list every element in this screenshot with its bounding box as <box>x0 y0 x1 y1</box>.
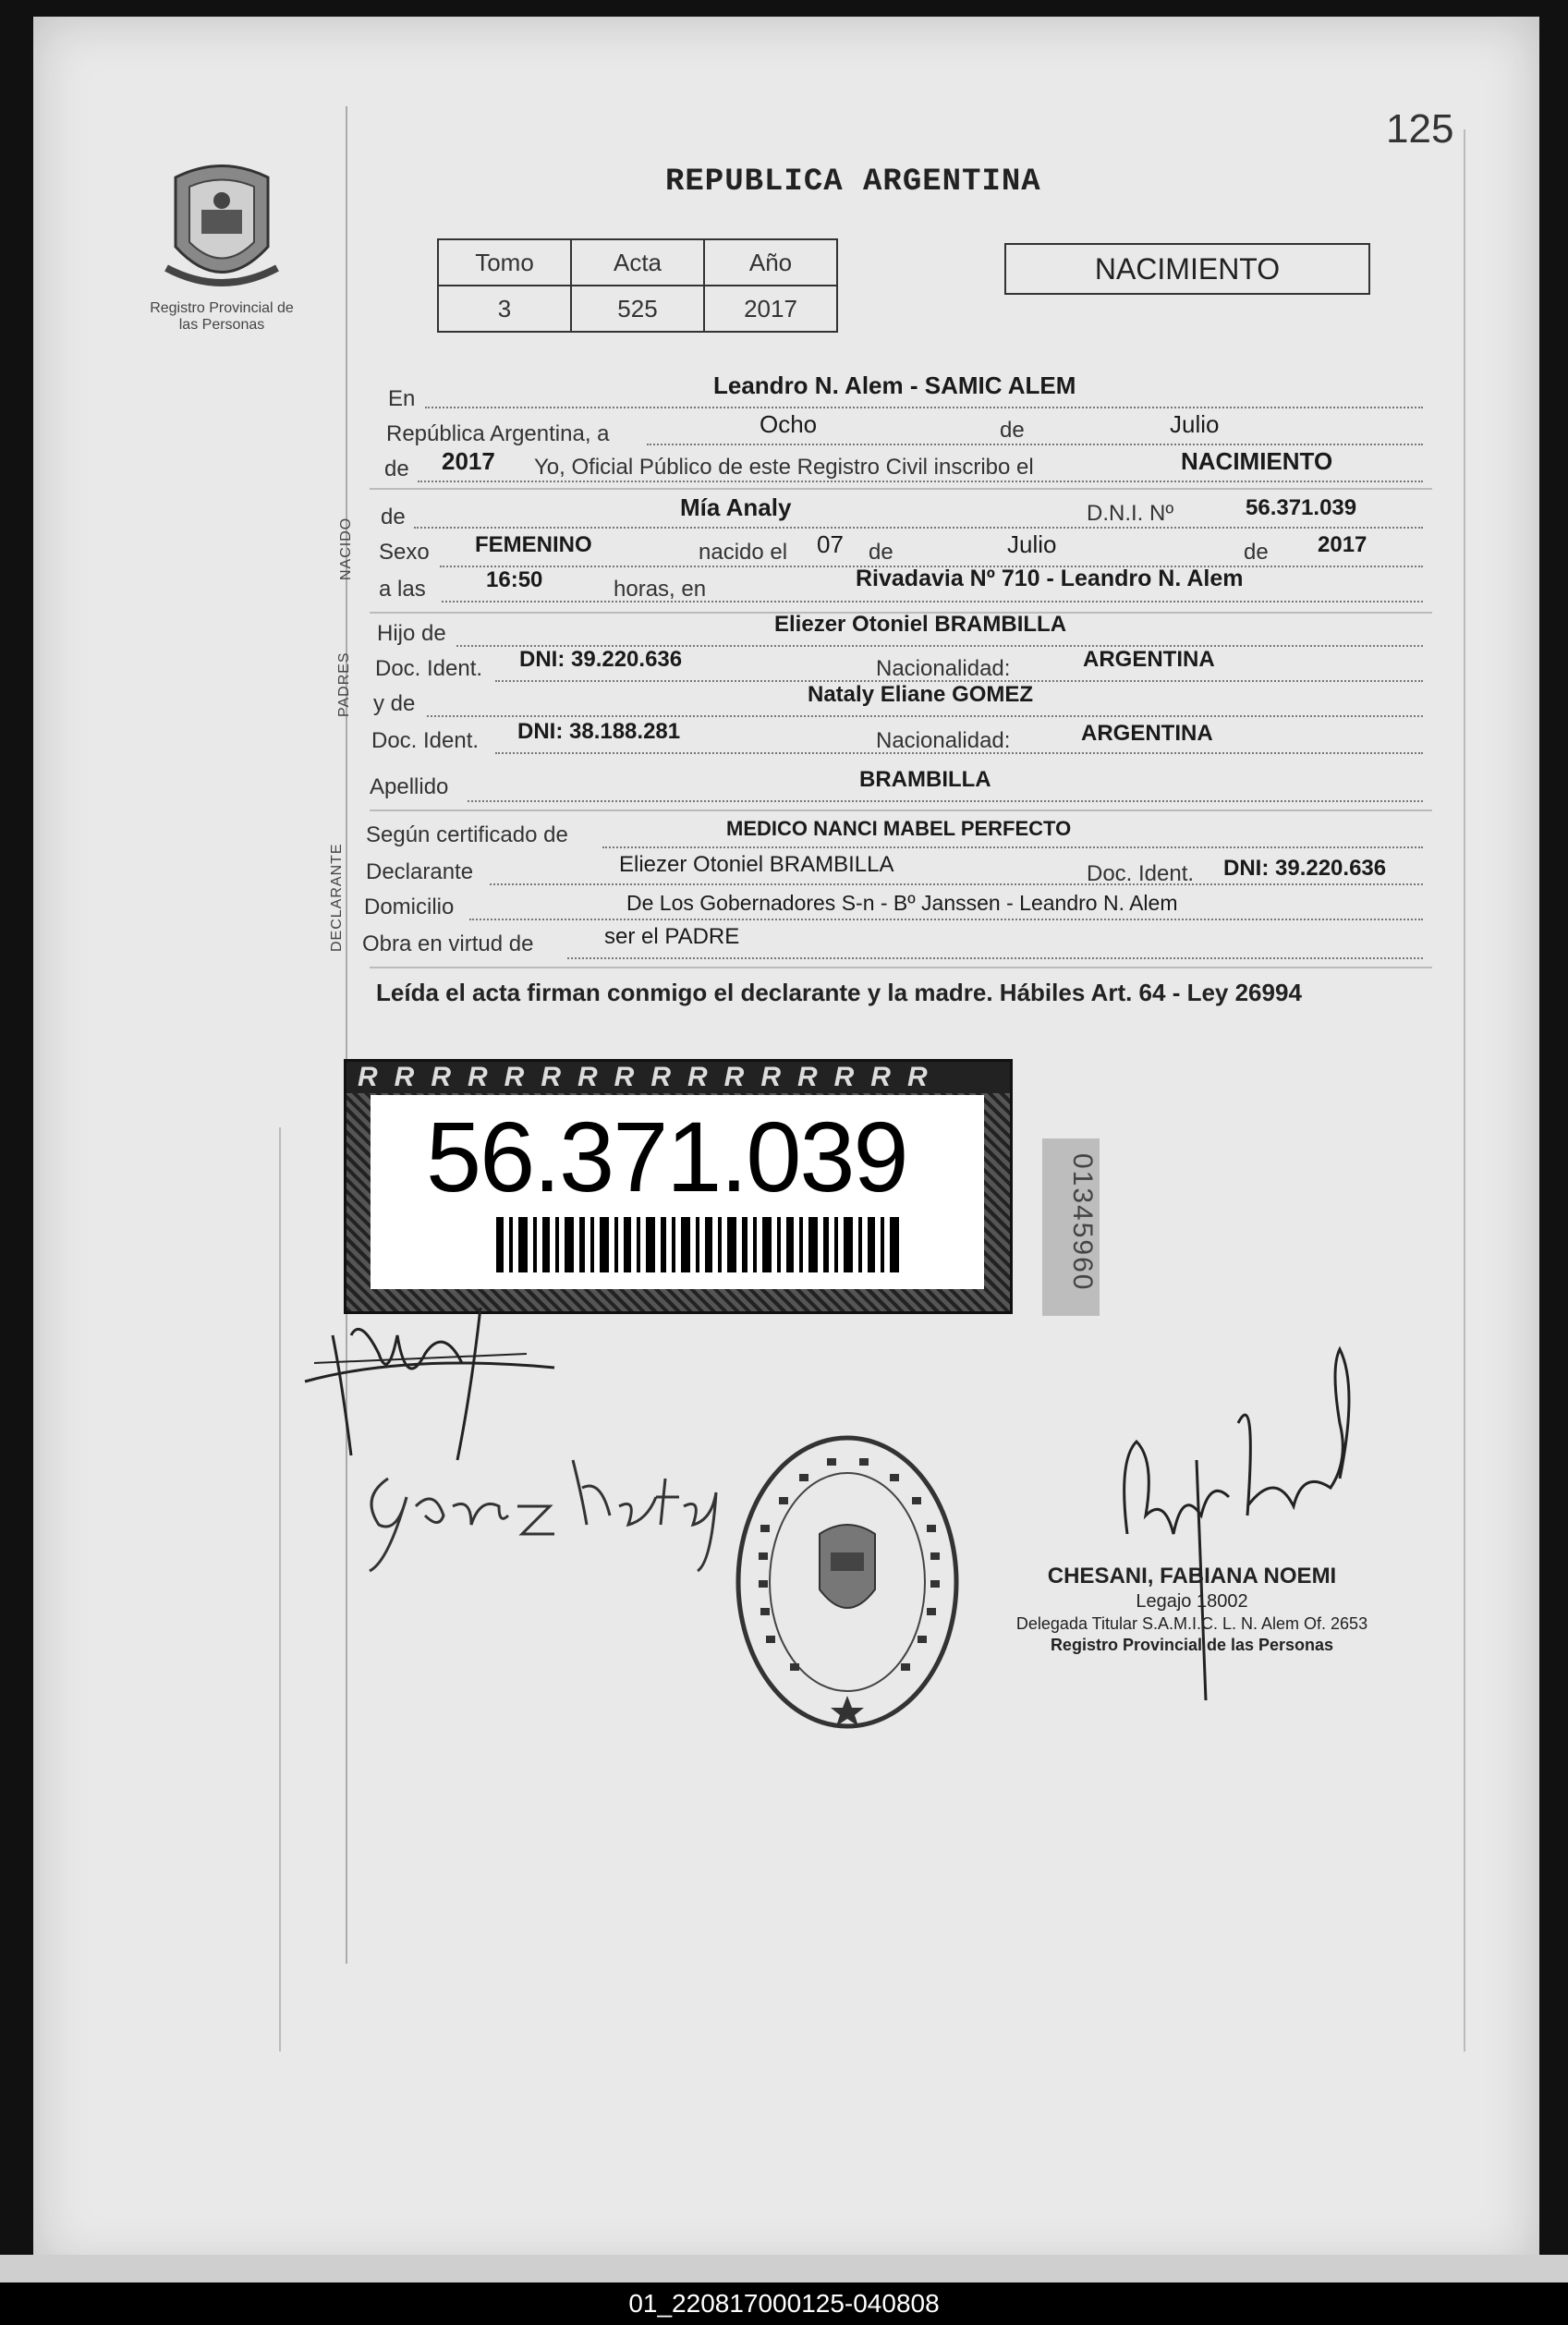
official-name: CHESANI, FABIANA NOEMI <box>1047 1564 1337 1589</box>
segun-value: MEDICO NANCI MABEL PERFECTO <box>726 817 1072 840</box>
reading-note: Leída el acta firman conmigo el declarante y la madre. Hábiles Art. 64 - Ley 26994 <box>376 979 1302 1006</box>
anio-header: Año <box>704 239 837 286</box>
day-value: Ocho <box>760 410 818 438</box>
tomo-header: Tomo <box>438 239 571 286</box>
declarante-value: Eliezer Otoniel BRAMBILLA <box>619 852 894 877</box>
decl-doc-label: Doc. Ident. <box>1087 861 1195 886</box>
declarant-signature <box>296 1298 573 1465</box>
mother-name: Nataly Eliane GOMEZ <box>808 682 1034 707</box>
mother-nat: ARGENTINA <box>1081 721 1213 746</box>
record-table <box>437 238 838 333</box>
official-legajo: Legajo 18002 <box>1136 1591 1248 1612</box>
inscribo-value: NACIMIENTO <box>1181 447 1333 475</box>
padres-side-label: PADRES <box>336 651 352 717</box>
birth-day: 07 <box>817 530 844 558</box>
sticker-number: 56.371.039 <box>426 1101 907 1212</box>
section-separator <box>370 488 1432 490</box>
doc-label-father: Doc. Ident. <box>375 656 483 681</box>
hijo-label: Hijo de <box>377 621 446 646</box>
republica-label: República Argentina, a <box>386 421 610 446</box>
name-value: Mía Analy <box>680 493 792 521</box>
decl-doc-value: DNI: 39.220.636 <box>1223 856 1387 881</box>
page-number: 125 <box>1386 106 1454 152</box>
acta-header: Acta <box>571 239 704 286</box>
mother-doc: DNI: 38.188.281 <box>517 719 681 744</box>
nacido-el-label: nacido el <box>699 540 788 565</box>
tomo-value: 3 <box>438 286 571 332</box>
month-value: Julio <box>1170 410 1220 438</box>
nac-label-mother: Nacionalidad: <box>876 728 1011 753</box>
left-fold-line <box>279 1127 281 2051</box>
official-registry: Registro Provincial de las Personas <box>1050 1636 1334 1654</box>
apellido-label: Apellido <box>370 774 449 799</box>
official-role: Delegada Titular S.A.M.I.C. L. N. Alem Of. 2653 <box>1015 1614 1368 1633</box>
domicilio-label: Domicilio <box>364 895 455 919</box>
serial-number: 01345960 <box>1067 1153 1098 1292</box>
mother-signature <box>351 1442 739 1580</box>
year-label: de <box>384 456 409 481</box>
father-name: Eliezer Otoniel BRAMBILLA <box>774 612 1067 637</box>
section-separator <box>370 809 1432 811</box>
horas-en-label: horas, en <box>614 577 707 602</box>
record-type-box: NACIMIENTO <box>1004 243 1370 295</box>
birth-year: 2017 <box>1318 532 1367 557</box>
apellido-value: BRAMBILLA <box>859 767 991 792</box>
domicilio-value: De Los Gobernadores S-n - Bº Janssen - Leandro N. Alem <box>626 891 1178 915</box>
birth-month: Julio <box>1007 530 1057 558</box>
declarante-label: Declarante <box>366 859 474 884</box>
y-de-label: y de <box>373 691 416 716</box>
sticker-pattern: RRRRRRRRRRRRRRRR <box>346 1062 1010 1093</box>
hour-value: 16:50 <box>486 567 543 592</box>
a-las-label: a las <box>379 577 426 602</box>
father-nat: ARGENTINA <box>1083 647 1215 672</box>
de-label: de <box>1000 418 1025 443</box>
sticker-label <box>371 1095 984 1289</box>
anio-value: 2017 <box>704 286 837 332</box>
logo-caption: Registro Provincial de las Personas <box>150 300 294 333</box>
declarante-side-label: DECLARANTE <box>329 843 345 952</box>
en-label: En <box>388 386 416 411</box>
left-margin-line <box>346 106 347 1964</box>
sexo-value: FEMENINO <box>475 532 592 557</box>
province-emblem-icon <box>157 159 286 298</box>
obra-value: ser el PADRE <box>604 924 740 949</box>
dni-value: 56.371.039 <box>1246 495 1357 520</box>
birth-de1: de <box>869 540 893 565</box>
sexo-label: Sexo <box>379 540 430 565</box>
official-stamp <box>979 1564 1404 1655</box>
birth-de2: de <box>1244 540 1269 565</box>
inscribo-label: Yo, Oficial Público de este Registro Civil inscribo el <box>534 455 1034 480</box>
document-title: REPUBLICA ARGENTINA <box>665 164 1041 200</box>
name-label: de <box>381 505 406 530</box>
place-value: Rivadavia Nº 710 - Leandro N. Alem <box>856 566 1244 591</box>
en-value: Leandro N. Alem - SAMIC ALEM <box>713 371 1076 399</box>
segun-label: Según certificado de <box>366 822 568 847</box>
dni-sticker <box>344 1059 1013 1314</box>
nac-label-father: Nacionalidad: <box>876 656 1011 681</box>
acta-value: 525 <box>571 286 704 332</box>
nacido-side-label: NACIDO <box>338 517 354 580</box>
dni-label: D.N.I. Nº <box>1087 501 1174 526</box>
obra-label: Obra en virtud de <box>362 931 534 956</box>
file-name-footer: 01_220817000125-040808 <box>0 2282 1568 2325</box>
registry-seal-icon <box>735 1432 961 1733</box>
section-separator <box>370 967 1432 968</box>
right-margin-line <box>1464 129 1465 2051</box>
year-value: 2017 <box>442 447 495 475</box>
doc-label-mother: Doc. Ident. <box>371 728 480 753</box>
father-doc: DNI: 39.220.636 <box>519 647 683 672</box>
barcode-icon <box>496 1217 903 1272</box>
serial-tag <box>1042 1138 1100 1316</box>
